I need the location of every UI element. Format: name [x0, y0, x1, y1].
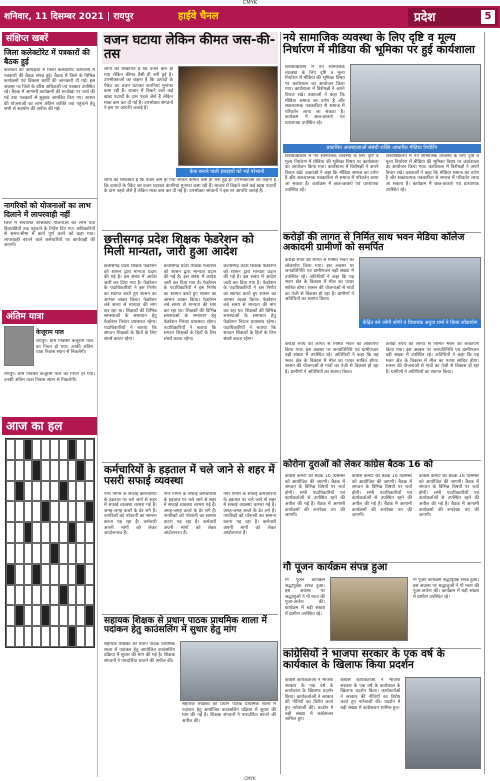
grid-cell: [6, 460, 15, 481]
strike-text-col2: नगर निगम के सफाई कर्मचारियों के हड़ताल पर चले जाने से शहर में सफाई व्यवस्था चरमरा गई है। जगह-जगह कचरे के ढेर लगे हैं। नागरिकों को परेशानी का सामना करना पड़ रहा है। कर्मचारी अपनी मांगों को लेकर आंदोलनरत हैं।: [163, 492, 217, 537]
divider: [2, 198, 97, 199]
grid-cell: [41, 543, 50, 564]
workshop-text-col1: विश्वविद्यालय में नये सामाजिक व्यवस्था के लिए दृष्टि व मूल्य निर्धारण में मीडिया की भूमिका विषय पर कार्यशाला का आयोजन किया गया। कार्यशाला में विशेषज्ञों ने अपने विचार रखे। वक्ताओं ने कहा कि मीडिया समाज का दर्पण है और सकारात्मक पत्रकारिता से समाज में परिवर्तन लाया जा सकता है। कार्यक्रम में छात्र-छात्राएं एवं प्राध्यापक उपस्थित रहे।: [285, 154, 379, 193]
date-city: शनिवार, 11 दिसम्बर 2021 | रायपुर: [4, 12, 134, 22]
grid-cell: [68, 439, 77, 460]
grid-cell: [6, 564, 15, 585]
grid-cell: [15, 522, 24, 543]
federation-text-col1: छत्तीसगढ़ प्रदेश शिक्षक फेडरेशन को शासन द्वारा मान्यता प्रदान की गई है। इस संबंध में आदेश जारी कर दिया गया है। फेडरेशन के पदाधिकारियों ने इस निर्णय का स्वागत करते हुए शासन का आभार व्यक्त किया। फेडरेशन लंबे समय से मान्यता की मांग कर रहा था। शिक्षकों की विभिन्न समस्याओं के समाधान हेतु फेडरेशन निरंतर प्रयासरत रहेगा। पदाधिकारियों ने बताया कि संगठन शिक्षकों के हितों के लिए संघर्ष करता रहेगा।: [104, 264, 157, 342]
obituary-text: रायपुर। ग्राम निवासी केजूराम पाल का निधन हो गया। उनकी अंतिम यात्रा निवास स्थान से निकलेगी।: [36, 339, 93, 356]
grid-cell: [50, 481, 59, 502]
grid-cell: [24, 626, 33, 647]
section-label: प्रदेश: [414, 10, 436, 24]
puzzle-header: आज का हल: [2, 417, 97, 435]
brief1-title: जिला कलेक्टोरेट में पत्रकारों की बैठक हुई: [4, 48, 90, 66]
grid-cell: [85, 501, 94, 522]
meeting-text-col2: कांग्रेस कमेटी की बैठक 16 दिसम्बर को आयोजित की जाएगी। बैठक में संगठन के विभिन्न विषयों पर चर्चा होगी। सभी पदाधिकारियों एवं कार्यकर्ताओं से उपस्थित रहने की अपील की गई है। बैठक में आगामी कार्यक्रमों की रूपरेखा तय की जाएगी।: [352, 474, 412, 519]
left-column: [2, 32, 98, 777]
grid-cell: [41, 522, 50, 543]
gau-text-more: गौ पूजन कार्यक्रम श्रद्धापूर्वक संपन्न हुआ। इस अवसर पर श्रद्धालुओं ने गौ माता की पूजा-अर्चना की। कार्यक्रम में बड़ी संख्या में ग्रामीण उपस्थित रहे।: [413, 578, 479, 600]
grid-cell: [41, 439, 50, 460]
grid-cell: [68, 460, 77, 481]
weight-text: लोगों की शिकायत है कि वजन कम हो गया लेकिन कीमत वैसी ही बनी हुई है। उपभोक्ताओं का कहना है कि उत्पादों के पैकेट का वजन घटाकर कंपनियां मुनाफा कमा रही हैं। बाजार में बिकने वाले कई खाद्य पदार्थों के दाम पहले जैसे हैं लेकिन मात्रा कम कर दी गई है। उपभोक्ता संगठनों ने इस पर आपत्ति जताई है।: [104, 67, 173, 112]
grid-cell: [59, 522, 68, 543]
counselling-text-more: सहायक शिक्षकों को प्रधान पाठक प्राथमिक शाला में पदांकन हेतु आयोजित काउंसलिंग प्रक्रिया में सुधार की मांग की गई है। शिक्षक संगठनों ने पारदर्शिता बरतने की अपील की।: [182, 702, 276, 724]
strike-article: [102, 462, 278, 612]
grid-cell: [68, 543, 77, 564]
grid-cell: [50, 543, 59, 564]
grid-cell: [50, 564, 59, 585]
grid-cell: [68, 501, 77, 522]
grid-cell: [76, 585, 85, 606]
grid-cell: [59, 460, 68, 481]
gau-pujan-article: [283, 562, 481, 646]
grid-cell: [68, 481, 77, 502]
brief-header: संक्षिप्त खबरें: [2, 32, 97, 46]
grid-cell: [59, 439, 68, 460]
grid-cell: [15, 564, 24, 585]
section-tag: [408, 8, 498, 26]
inauguration-article: [283, 232, 481, 458]
weight-text-more: लोगों की शिकायत है कि वजन कम हो गया लेकिन कीमत वैसी ही बनी हुई है। उपभोक्ताओं का कहना है कि उत्पादों के पैकेट का वजन घटाकर कंपनियां मुनाफा कमा रही हैं। बाजार में बिकने वाले कई खाद्य पदार्थों के दाम पहले जैसे हैं लेकिन मात्रा कम कर दी गई है। उपभोक्ता संगठनों ने इस पर आपत्ति जताई है।: [104, 178, 276, 195]
grid-cell: [85, 460, 94, 481]
strike-headline: कर्मचारियों के हड़ताल में चले जाने से शहर में पसरी सफाई व्यवस्था: [104, 464, 275, 488]
inauguration-text-col1: करोड़ों रुपये की लागत से निर्मित भवन का लोकार्पण किया गया। इस अवसर पर जनप्रतिनिधि एवं ग्रामीणजन बड़ी संख्या में उपस्थित रहे। अतिथियों ने कहा कि यह भवन क्षेत्र के विकास में मील का पत्थर साबित होगा। शासन की योजनाओं से गांवों का तेजी से विकास हो रहा है। ग्रामीणों ने अतिथियों का स्वागत किया।: [285, 342, 379, 375]
obituary-header: अंतिम यात्रा: [2, 310, 97, 324]
grid-cell: [76, 460, 85, 481]
grid-cell: [68, 605, 77, 626]
cake-caption: केक बनाने वाली इकाइयों को भई परेशानी: [176, 168, 278, 177]
grid-cell: [24, 605, 33, 626]
grid-cell: [24, 460, 33, 481]
grid-cell: [59, 501, 68, 522]
grid-cell: [15, 543, 24, 564]
inauguration-text-col2: करोड़ों रुपये की लागत से निर्मित भवन का लोकार्पण किया गया। इस अवसर पर जनप्रतिनिधि एवं ग्रामीणजन बड़ी संख्या में उपस्थित रहे। अतिथियों ने कहा कि यह भवन क्षेत्र के विकास में मील का पत्थर साबित होगा। शासन की योजनाओं से गांवों का तेजी से विकास हो रहा है। ग्रामीणों ने अतिथियों का स्वागत किया।: [385, 342, 479, 375]
grid-cell: [68, 626, 77, 647]
grid-cell: [85, 439, 94, 460]
crossword-grid: [5, 438, 95, 648]
registration-mark: CMYK: [0, 0, 500, 6]
counselling-headline: सहायक शिक्षक से प्रधान पाठक प्राथमिक शाला में पदांकन हेतु काउंसलिंग में सुधार हेतु मांग: [104, 616, 267, 636]
grid-cell: [24, 439, 33, 460]
grid-cell: [41, 460, 50, 481]
grid-cell: [15, 460, 24, 481]
grid-cell: [85, 605, 94, 626]
grid-cell: [85, 522, 94, 543]
brand-name: हाईवे चैनल: [178, 11, 219, 22]
grid-cell: [15, 481, 24, 502]
obituary-photo: [4, 326, 34, 366]
grid-cell: [32, 585, 41, 606]
federation-text-col3: छत्तीसगढ़ प्रदेश शिक्षक फेडरेशन को शासन द्वारा मान्यता प्रदान की गई है। इस संबंध में आदेश जारी कर दिया गया है। फेडरेशन के पदाधिकारियों ने इस निर्णय का स्वागत करते हुए शासन का आभार व्यक्त किया। फेडरेशन लंबे समय से मान्यता की मांग कर रहा था। शिक्षकों की विभिन्न समस्याओं के समाधान हेतु फेडरेशन निरंतर प्रयासरत रहेगा। पदाधिकारियों ने बताया कि संगठन शिक्षकों के हितों के लिए संघर्ष करता रहेगा।: [223, 264, 277, 342]
grid-cell: [32, 460, 41, 481]
grid-cell: [50, 460, 59, 481]
grid-cell: [76, 439, 85, 460]
protest-article: [283, 648, 481, 774]
grid-cell: [6, 501, 15, 522]
grid-cell: [85, 481, 94, 502]
workshop-photo: [350, 64, 481, 142]
grid-cell: [32, 605, 41, 626]
grid-cell: [32, 439, 41, 460]
congress-meeting-article: [283, 460, 481, 560]
grid-cell: [59, 605, 68, 626]
media-workshop-article: [283, 32, 481, 262]
grid-cell: [76, 481, 85, 502]
gau-headline: गौ पूजन कार्यक्रम संपन्न हुआ: [283, 562, 388, 573]
grid-cell: [41, 626, 50, 647]
grid-cell: [32, 501, 41, 522]
strike-text-col3: नगर निगम के सफाई कर्मचारियों के हड़ताल पर चले जाने से शहर में सफाई व्यवस्था चरमरा गई है। जगह-जगह कचरे के ढेर लगे हैं। नागरिकों को परेशानी का सामना करना पड़ रहा है। कर्मचारी अपनी मांगों को लेकर आंदोलनरत हैं।: [223, 492, 277, 537]
grid-cell: [68, 564, 77, 585]
grid-cell: [50, 585, 59, 606]
grid-cell: [6, 543, 15, 564]
cake-photo: [178, 66, 278, 166]
grid-cell: [32, 564, 41, 585]
counselling-photo: [180, 641, 278, 701]
protest-text: कांग्रेस कार्यकर्ताओं ने भाजपा सरकार के एक वर्ष के कार्यकाल के खिलाफ प्रदर्शन किया। कार्यकर्ताओं ने सरकार की नीतियों का विरोध करते हुए नारेबाजी की। प्रदर्शन में बड़ी संख्या में कांग्रेसजन शामिल हुए।: [285, 678, 334, 723]
inauguration-caption: केंद्रित बने जोगी जोगी व विधायक अनुज शर्मा ने किया लोकार्पण: [359, 319, 481, 328]
counselling-text: सहायक शिक्षकों को प्रधान पाठक प्राथमिक शाला में पदांकन हेतु आयोजित काउंसलिंग प्रक्रिया में सुधार की मांग की गई है। शिक्षक संगठनों ने पारदर्शिता बरतने की अपील की।: [104, 642, 175, 664]
protest-headline: कांग्रेसियों ने भाजपा सरकार के एक वर्ष के कार्यकाल के खिलाफ किया प्रदर्शन: [283, 648, 445, 672]
brief2-text: जिले में संचालित शासकीय योजनाओं का लाभ पात्र हितग्राहियों तक पहुंचाने के निर्देश दिए गए। अधिकारियों से समय-सीमा में कार्य पूर्ण करने को कहा गया। लापरवाही बरतने वाले कर्मचारियों पर कार्यवाही की जाएगी।: [4, 221, 95, 249]
grid-cell: [6, 481, 15, 502]
workshop-headline: नये सामाजिक व्यवस्था के लिए दृष्टि व मूल्य निर्धारण में मीडिया की भूमिका पर हुई कार्यशाला: [283, 31, 475, 56]
meeting-text-col1: कांग्रेस कमेटी की बैठक 16 दिसम्बर को आयोजित की जाएगी। बैठक में संगठन के विभिन्न विषयों पर चर्चा होगी। सभी पदाधिकारियों एवं कार्यकर्ताओं से उपस्थित रहने की अपील की गई है। बैठक में आगामी कार्यक्रमों की रूपरेखा तय की जाएगी।: [285, 474, 345, 519]
grid-cell: [85, 626, 94, 647]
right-border: [484, 32, 485, 774]
brief1-text: कलेक्टर की अध्यक्षता में जिला कलेक्टोरेट कार्यालय में पत्रकारों की बैठक संपन्न हुई। बैठक में जिले के विभिन्न कार्यक्रमों एवं विकास कार्यों की जानकारी दी गई। इस अवसर पर जिले के वरिष्ठ अधिकारी एवं पत्रकार उपस्थित रहे। बैठक में आगामी कार्यक्रमों की रूपरेखा पर चर्चा की गई तथा पत्रकारों से सुझाव आमंत्रित किए गए। शासन की योजनाओं का लाभ अंतिम व्यक्ति तक पहुंचाने हेतु सभी से सहयोग की अपील की गई।: [4, 68, 95, 113]
grid-cell: [59, 543, 68, 564]
grid-cell: [15, 439, 24, 460]
inauguration-photo: [359, 257, 481, 319]
grid-cell: [32, 543, 41, 564]
grid-cell: [50, 501, 59, 522]
grid-cell: [6, 439, 15, 460]
strike-text-col1: नगर निगम के सफाई कर्मचारियों के हड़ताल पर चले जाने से शहर में सफाई व्यवस्था चरमरा गई है। जगह-जगह कचरे के ढेर लगे हैं। नागरिकों को परेशानी का सामना करना पड़ रहा है। कर्मचारी अपनी मांगों को लेकर आंदोलनरत हैं।: [104, 492, 157, 537]
workshop-text-col2: विश्वविद्यालय में नये सामाजिक व्यवस्था के लिए दृष्टि व मूल्य निर्धारण में मीडिया की भूमिका विषय पर कार्यशाला का आयोजन किया गया। कार्यशाला में विशेषज्ञों ने अपने विचार रखे। वक्ताओं ने कहा कि मीडिया समाज का दर्पण है और सकारात्मक पत्रकारिता से समाज में परिवर्तन लाया जा सकता है। कार्यक्रम में छात्र-छात्राएं एवं प्राध्यापक उपस्थित रहे।: [385, 154, 479, 193]
grid-cell: [32, 626, 41, 647]
grid-cell: [41, 564, 50, 585]
obituary-name: केजूराम पाल: [36, 329, 64, 336]
inauguration-text: करोड़ों रुपये की लागत से निर्मित भवन का लोकार्पण किया गया। इस अवसर पर जनप्रतिनिधि एवं ग्रामीणजन बड़ी संख्या में उपस्थित रहे। अतिथियों ने कहा कि यह भवन क्षेत्र के विकास में मील का पत्थर साबित होगा। शासन की योजनाओं से गांवों का तेजी से विकास हो रहा है। ग्रामीणों ने अतिथियों का स्वागत किया।: [285, 258, 354, 303]
grid-cell: [41, 585, 50, 606]
obituary-text-more: रायपुर। ग्राम निवासी केजूराम पाल का निधन हो गया। उनकी अंतिम यात्रा निवास स्थान से निकलेगी।: [4, 372, 95, 383]
meeting-headline: कोरोना दुराओं को लेकर कांग्रेस बैठक 16 को: [283, 460, 433, 470]
grid-cell: [50, 522, 59, 543]
inauguration-headline: करोड़ों की लागत से निर्मित साथ भवन मेडिया कॉलेज अकादमी ग्रामीणों को समर्पित: [283, 232, 465, 253]
grid-cell: [24, 564, 33, 585]
gau-text: गौ पूजन कार्यक्रम श्रद्धापूर्वक संपन्न हुआ। इस अवसर पर श्रद्धालुओं ने गौ माता की पूजा-अर्चना की। कार्यक्रम में बड़ी संख्या में ग्रामीण उपस्थित रहे।: [285, 578, 325, 617]
grid-cell: [76, 501, 85, 522]
grid-cell: [85, 585, 94, 606]
meeting-text-col3: कांग्रेस कमेटी की बैठक 16 दिसम्बर को आयोजित की जाएगी। बैठक में संगठन के विभिन्न विषयों पर चर्चा होगी। सभी पदाधिकारियों एवं कार्यकर्ताओं से उपस्थित रहने की अपील की गई है। बैठक में आगामी कार्यक्रमों की रूपरेखा तय की जाएगी।: [419, 474, 479, 519]
grid-cell: [76, 626, 85, 647]
grid-cell: [15, 585, 24, 606]
grid-cell: [76, 605, 85, 626]
gau-photo: [330, 577, 408, 641]
brief2-title: नागरिकों को योजनाओं का लाभ दिलाने में लापरवाही नहीं: [4, 201, 91, 219]
obituary-block: [4, 326, 95, 370]
grid-cell: [68, 585, 77, 606]
grid-cell: [41, 481, 50, 502]
grid-cell: [6, 522, 15, 543]
protest-text-col2: कांग्रेस कार्यकर्ताओं ने भाजपा सरकार के एक वर्ष के कार्यकाल के खिलाफ प्रदर्शन किया। कार्यकर्ताओं ने सरकार की नीतियों का विरोध करते हुए नारेबाजी की। प्रदर्शन में बड़ी संख्या में कांग्रेसजन शामिल हुए।: [340, 678, 401, 711]
grid-cell: [76, 564, 85, 585]
grid-cell: [24, 481, 33, 502]
grid-cell: [59, 481, 68, 502]
grid-cell: [6, 585, 15, 606]
workshop-text: विश्वविद्यालय में नये सामाजिक व्यवस्था के लिए दृष्टि व मूल्य निर्धारण में मीडिया की भूमिका विषय पर कार्यशाला का आयोजन किया गया। कार्यशाला में विशेषज्ञों ने अपने विचार रखे। वक्ताओं ने कहा कि मीडिया समाज का दर्पण है और सकारात्मक पत्रकारिता से समाज में परिवर्तन लाया जा सकता है। कार्यक्रम में छात्र-छात्राएं एवं प्राध्यापक उपस्थित रहे।: [285, 65, 345, 126]
grid-cell: [32, 522, 41, 543]
federation-article: [102, 230, 278, 460]
footer-mark: CMYK: [244, 776, 256, 781]
grid-cell: [15, 501, 24, 522]
workshop-caption: प्रकाशित आत्महत्याओं संबंधी शक्ति आधारित मीडिया रिपोर्टिंग: [283, 144, 481, 153]
grid-cell: [32, 481, 41, 502]
grid-cell: [24, 585, 33, 606]
grid-cell: [24, 522, 33, 543]
grid-cell: [50, 626, 59, 647]
page-number: 5: [481, 10, 495, 24]
grid-cell: [41, 605, 50, 626]
federation-headline: छत्तीसगढ़ प्रदेश शिक्षक फेडरेशन को मिली मान्यता, जारी हुआ आदेश: [104, 232, 254, 259]
grid-cell: [59, 626, 68, 647]
grid-cell: [24, 543, 33, 564]
grid-cell: [50, 605, 59, 626]
weight-headline: वजन घटाया लेकिन कीमत जस-की-तस: [102, 32, 278, 64]
grid-cell: [15, 626, 24, 647]
grid-cell: [85, 543, 94, 564]
grid-cell: [41, 501, 50, 522]
grid-cell: [59, 564, 68, 585]
grid-cell: [50, 439, 59, 460]
protest-photo: [405, 677, 481, 769]
column-divider: [280, 32, 281, 774]
federation-text-col2: छत्तीसगढ़ प्रदेश शिक्षक फेडरेशन को शासन द्वारा मान्यता प्रदान की गई है। इस संबंध में आदेश जारी कर दिया गया है। फेडरेशन के पदाधिकारियों ने इस निर्णय का स्वागत करते हुए शासन का आभार व्यक्त किया। फेडरेशन लंबे समय से मान्यता की मांग कर रहा था। शिक्षकों की विभिन्न समस्याओं के समाधान हेतु फेडरेशन निरंतर प्रयासरत रहेगा। पदाधिकारियों ने बताया कि संगठन शिक्षकों के हितों के लिए संघर्ष करता रहेगा।: [163, 264, 217, 342]
grid-cell: [15, 605, 24, 626]
grid-cell: [76, 543, 85, 564]
grid-cell: [59, 585, 68, 606]
grid-cell: [85, 564, 94, 585]
grid-cell: [68, 522, 77, 543]
grid-cell: [76, 522, 85, 543]
grid-cell: [6, 626, 15, 647]
grid-cell: [24, 501, 33, 522]
teacher-counselling-article: [102, 614, 278, 774]
weight-article: [102, 32, 278, 227]
grid-cell: [6, 605, 15, 626]
